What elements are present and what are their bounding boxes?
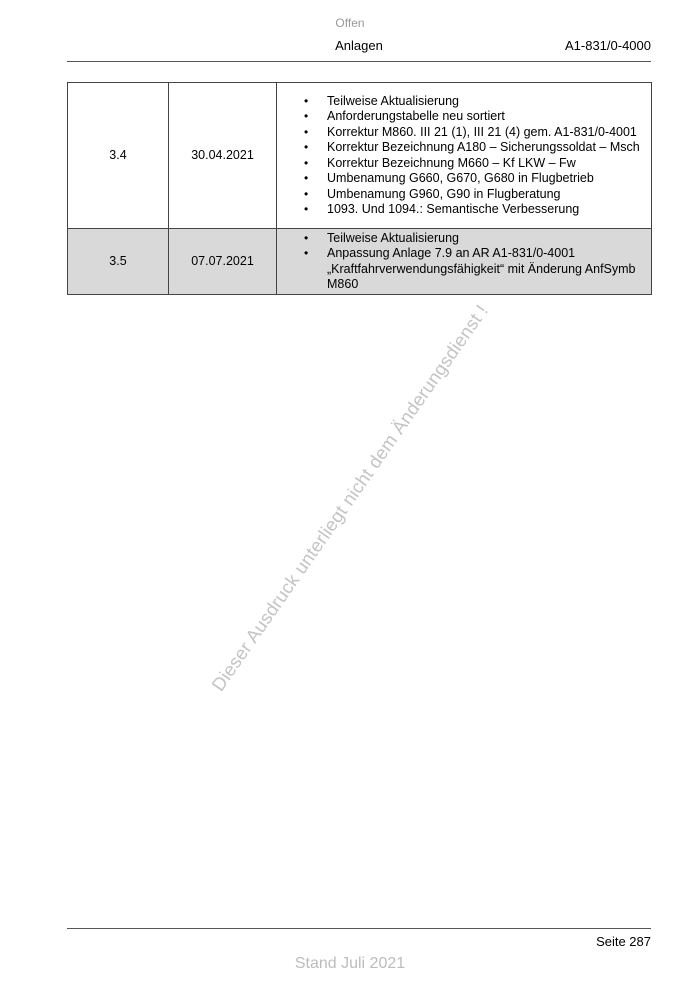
document-number: A1-831/0-4000 — [564, 38, 651, 53]
footer-divider — [67, 928, 651, 929]
version-cell: 3.5 — [68, 229, 169, 295]
list-item: • Korrektur Bezeichnung A180 – Sicherungssoldat – Msch — [327, 140, 651, 156]
list-item: • Korrektur M860. III 21 (1), III 21 (4) gem. A1-831/0-4001 — [327, 125, 651, 141]
list-item: • Teilweise Aktualisierung — [327, 231, 651, 247]
stand-date: Stand Juli 2021 — [294, 955, 406, 972]
change-list — [277, 94, 651, 218]
header-divider — [67, 61, 651, 62]
change-description-cell — [277, 229, 652, 295]
change-description-cell — [277, 83, 652, 229]
date-cell: 07.07.2021 — [169, 229, 277, 295]
watermark-text: Dieser Ausdruck unterliegt nicht dem Änderungsdienst ! — [207, 300, 492, 695]
page-number: Seite 287 — [596, 934, 651, 949]
change-list — [277, 231, 651, 293]
list-item: • Umbenamung G660, G670, G680 in Flugbetrieb — [327, 171, 651, 187]
table-row — [68, 229, 652, 295]
list-item: • Anpassung Anlage 7.9 an AR A1-831/0-4001 „Kraftfahrverwendungsfähigkeit“ mit Änderung AnfSymb M860 — [327, 246, 651, 293]
list-item: • 1093. Und 1094.: Semantische Verbesserung — [327, 202, 651, 218]
change-history-table — [67, 82, 652, 295]
list-item: • Anforderungstabelle neu sortiert — [327, 109, 651, 125]
section-title: Anlagen — [335, 38, 383, 53]
list-item: • Teilweise Aktualisierung — [327, 94, 651, 110]
list-item: • Umbenamung G960, G90 in Flugberatung — [327, 187, 651, 203]
classification-label: Offen — [335, 16, 365, 30]
list-item: • Korrektur Bezeichnung M660 – Kf LKW – Fw — [327, 156, 651, 172]
page-header — [67, 38, 651, 58]
date-cell: 30.04.2021 — [169, 83, 277, 229]
table-row — [68, 83, 652, 229]
version-cell: 3.4 — [68, 83, 169, 229]
